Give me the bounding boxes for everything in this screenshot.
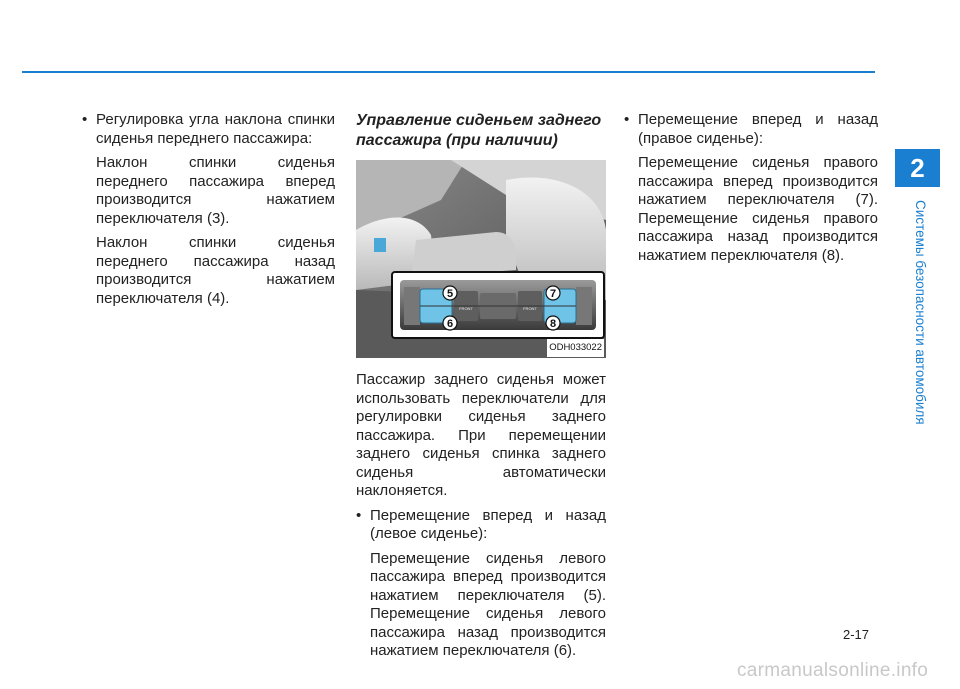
right-seat-text: Перемещение сиденья правого пассажира вперед производится нажатием переключателя (7). Перемещение сиденья правого пассажира назад производится нажатием переключателя (8). xyxy=(638,154,878,264)
column-3 xyxy=(624,111,878,265)
header-rule xyxy=(22,71,875,73)
chapter-title: Системы безопасности автомобиля xyxy=(913,200,928,425)
switch-label-7: 7 xyxy=(549,288,557,300)
switch-text-left: FRONT xyxy=(459,306,473,311)
page-number: 2-17 xyxy=(843,627,870,642)
figure-code: ODH033022 xyxy=(547,339,604,358)
rear-seat-switch-figure xyxy=(356,160,606,358)
section-heading: Управление сиденьем заднего пассажира (при наличии) xyxy=(356,112,602,149)
left-seat-text: Перемещение сиденья левого пассажира вперед производится нажатием переключателя (5). Перемещение сиденья левого пассажира назад производится нажатием переключателя (6). xyxy=(370,549,606,659)
switch-label-6: 6 xyxy=(446,318,454,330)
bullet-right-seat: • Перемещение вперед и назад (правое сиденье): xyxy=(624,111,878,148)
rear-seat-intro-text: Пассажир заднего сиденья может использовать переключатели для регулировки сиденья заднего пассажира. При перемещении заднего сиденья спинка заднего сиденья автоматически наклоняется. xyxy=(356,371,606,499)
bullet-recline-adjust: • Регулировка угла наклона спинки сиденья переднего пассажира: xyxy=(82,111,335,148)
switch-text-right: FRONT xyxy=(523,306,537,311)
chapter-number-tab[interactable]: 2 xyxy=(895,149,940,187)
watermark[interactable]: carmanualsonline.info xyxy=(737,660,929,681)
rear-seat-illustration xyxy=(356,160,606,358)
switch-label-8: 8 xyxy=(549,318,557,330)
column-2 xyxy=(356,111,606,661)
column-1 xyxy=(82,111,335,308)
bullet-left-seat: • Перемещение вперед и назад (левое сиденье): xyxy=(356,507,606,544)
recline-forward-text: Наклон спинки сиденья переднего пассажира вперед производится нажатием переключателя (3). xyxy=(96,154,335,227)
switch-label-5: 5 xyxy=(446,288,454,300)
recline-back-text: Наклон спинки сиденья переднего пассажира назад производится нажатием переключателя (4). xyxy=(96,234,335,307)
